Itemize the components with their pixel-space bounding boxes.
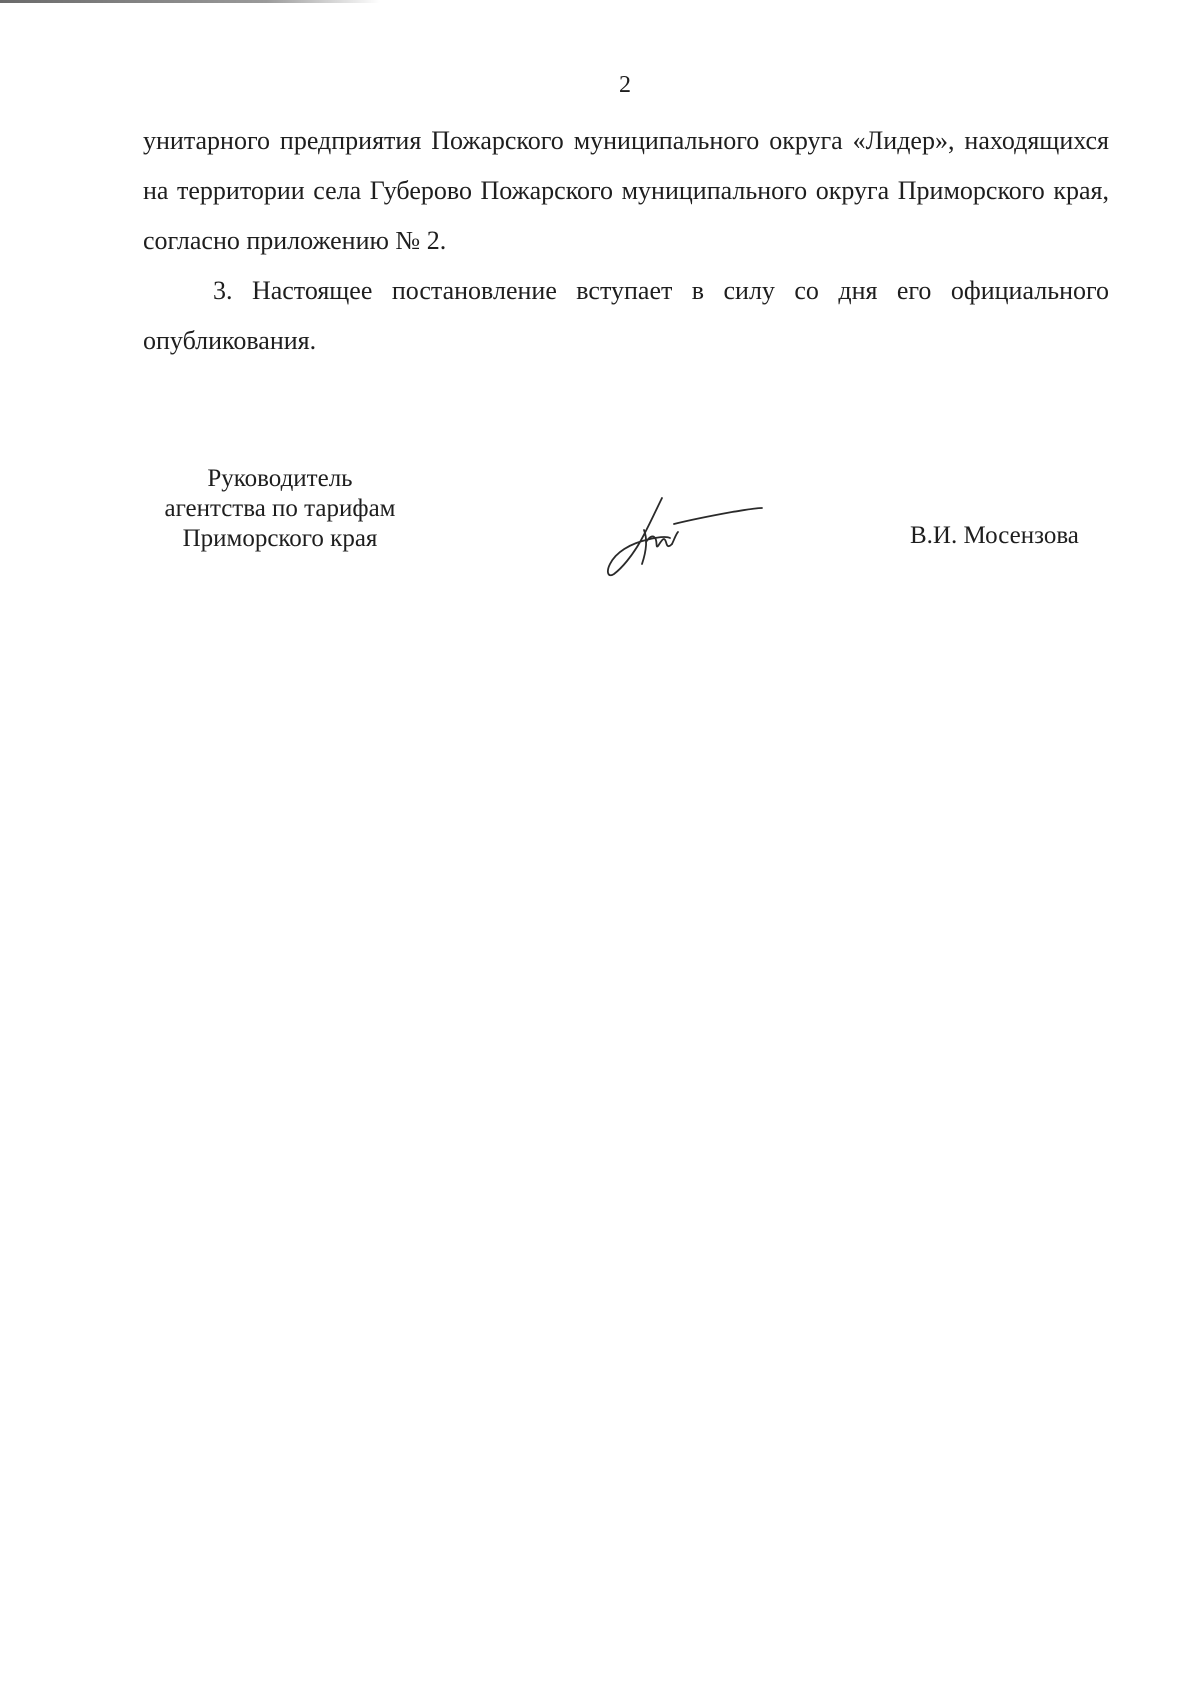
signatory-title xyxy=(130,464,430,554)
signatory-title-line: Руководитель xyxy=(207,465,353,492)
scan-edge-shadow xyxy=(0,0,380,3)
signatory-title-line: агентства по тарифам xyxy=(164,495,396,522)
signatory-name: В.И. Мосензова xyxy=(910,522,1079,549)
page-number: 2 xyxy=(619,72,631,98)
paragraph-continuation: унитарного предприятия Пожарского муниципального округа «Лидер», находящихся на территории села Губерово Пожарского муниципального округа Приморского края, согласно приложению № 2. xyxy=(143,126,1109,255)
paragraph-effective-date: 3. Настоящее постановление вступает в силу со дня его официального опубликования. xyxy=(143,276,1109,355)
document-body xyxy=(143,116,1109,366)
signature-icon xyxy=(600,490,780,590)
signatory-title-line: Приморского края xyxy=(182,525,378,552)
